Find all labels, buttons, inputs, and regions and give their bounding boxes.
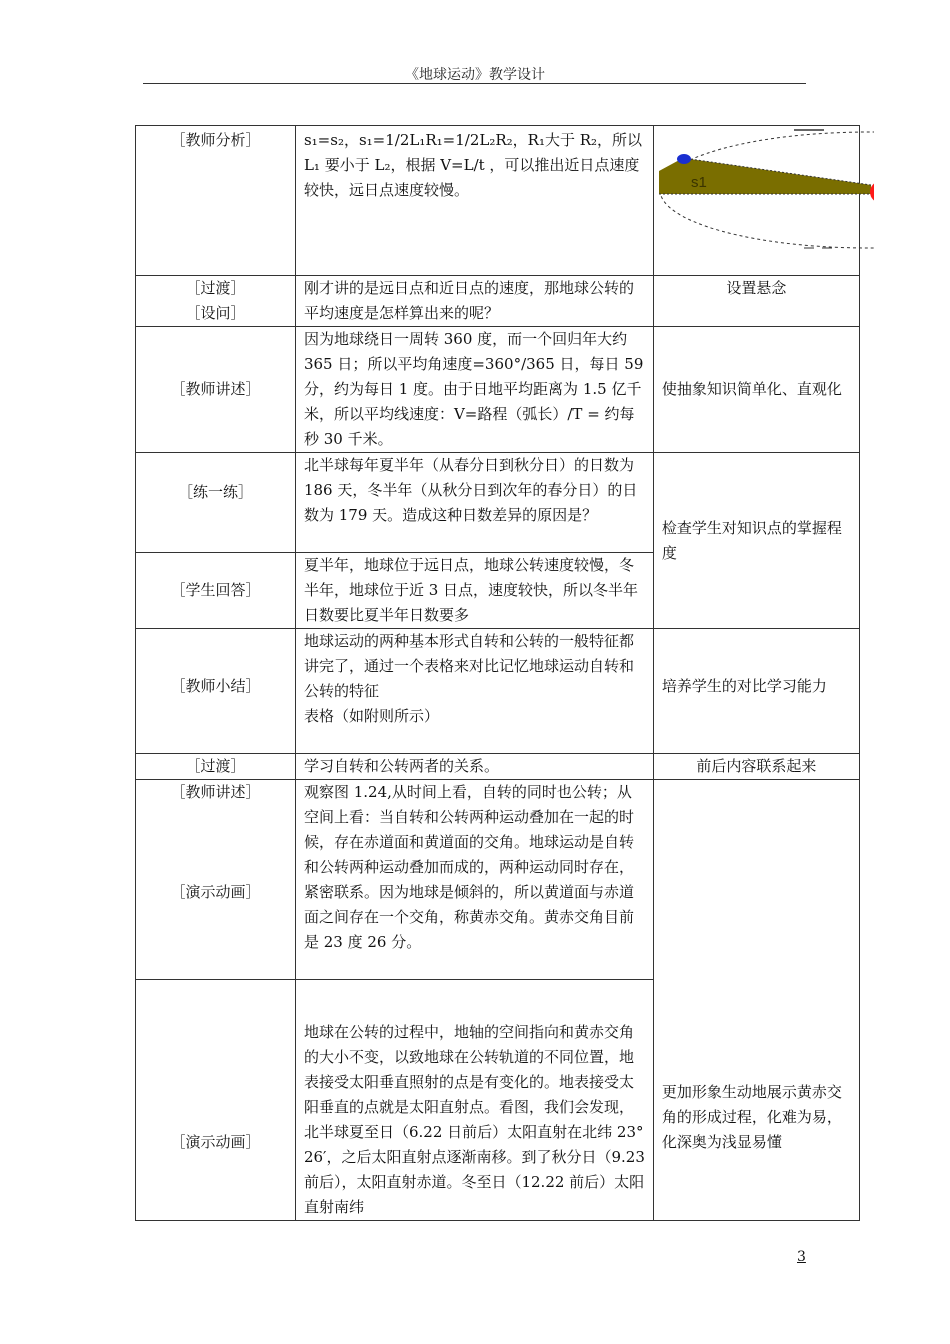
stage-label: ［演示动画］ [170,883,261,901]
stage-cell: ［演示动画］ [136,980,296,1221]
content-paragraph: 地球运动的两种基本形式自转和公转的一般特征都讲完了，通过一个表格来对比记忆地球运动自转和公转的特征 [303,632,634,700]
note-cell: 检查学生对知识点的掌握程度 [653,453,859,629]
content-cell: 因为地球绕日一周转 360 度，而一个回归年大约 365 日；所以平均角速度=360°/365 日，每日 59 分，约为每日 1 度。由于日地平均距离为 1.5 亿千米，所以平均线速度：V=路程（弧长）/T = 约每秒 30 千米。 [295,327,653,453]
note-cell: 设置悬念 [653,276,859,327]
content-cell [295,629,653,754]
note-cell: 更加形象生动地展示黄赤交角的形成过程，化难为易，化深奥为浅显易懂 [653,780,859,1221]
table-row [136,327,860,453]
content-cell: 北半球每年夏半年（从春分日到秋分日）的日数为 186 天，冬半年（从秋分日到次年的春分日）的日数为 179 天。造成这种日数差异的原因是？ [295,453,653,553]
table-row [136,754,860,780]
content-cell: s₁=s₂，s₁=1/2L₁R₁=1/2L₂R₂，R₁大于 R₂，所以 L₁ 要小于 L₂，根据 V=L/t ，可以推出近日点速度较快，远日点速度较慢。 [295,126,653,276]
note-cell: 前后内容联系起来 [653,754,859,780]
sun-icon [870,181,874,203]
lesson-plan-table [135,125,860,1221]
content-cell: 观察图 1.24,从时间上看，自转的同时也公转；从空间上看：当自转和公转两种运动叠加在一起的时候，存在赤道面和黄道面的交角。地球运动是自转和公转两种运动叠加而成的，两种运动同时存在，紧密联系。因为地球是倾斜的，所以黄道面与赤道面之间存在一个交角，称黄赤交角。黄赤交角目前是 23 度 26 分。 [295,780,653,980]
content-cell: 学习自转和公转两者的关系。 [295,754,653,780]
table-row [136,126,860,276]
document-header-title: 《地球运动》教学设计 [405,67,545,83]
earth-icon [677,154,691,164]
stage-cell [136,780,296,980]
orbit-diagram-cell [653,126,859,276]
content-cell: 刚才讲的是远日点和近日点的速度，那地球公转的平均速度是怎样算出来的呢？ [295,276,653,327]
stage-cell: ［教师讲述］ [136,327,296,453]
stage-cell [136,276,296,327]
table-row [136,629,860,754]
note-cell: 使抽象知识简单化、直观化 [653,327,859,453]
table-row [136,276,860,327]
stage-cell: ［练一练］ [136,453,296,553]
sector-label: s1 [690,174,707,191]
stage-label: ［教师讲述］ [170,783,261,801]
stage-cell: ［过渡］ [136,754,296,780]
stage-label: ［设问］ [185,304,246,322]
content-paragraph: 表格（如附则所示） [303,707,439,725]
table-row [136,453,860,553]
orbit-diagram [659,126,874,251]
content-cell: 夏半年，地球位于远日点，地球公转速度较慢，冬半年，地球位于近 3 日点，速度较快，所以冬半年日数要比夏半年日数要多 [295,553,653,629]
table-row [136,780,860,980]
page-number: 3 [797,1249,806,1265]
stage-cell: ［学生回答］ [136,553,296,629]
stage-label: ［过渡］ [185,279,246,297]
stage-cell: ［教师小结］ [136,629,296,754]
stage-cell: ［教师分析］ [136,126,296,276]
content-cell: 地球在公转的过程中，地轴的空间指向和黄赤交角的大小不变，以致地球在公转轨道的不同位置，地表接受太阳垂直照射的点是有变化的。地表接受太阳垂直的点就是太阳直射点。看图，我们会发现，北半球夏至日（6.22 日前后）太阳直射在北纬 23° 26′，之后太阳直射点逐渐南移。到了秋分日（9.23 前后），太阳直射赤道。冬至日（12.22 前后）太阳直射南纬 [295,980,653,1221]
note-cell: 培养学生的对比学习能力 [653,629,859,754]
header-rule [143,83,806,84]
